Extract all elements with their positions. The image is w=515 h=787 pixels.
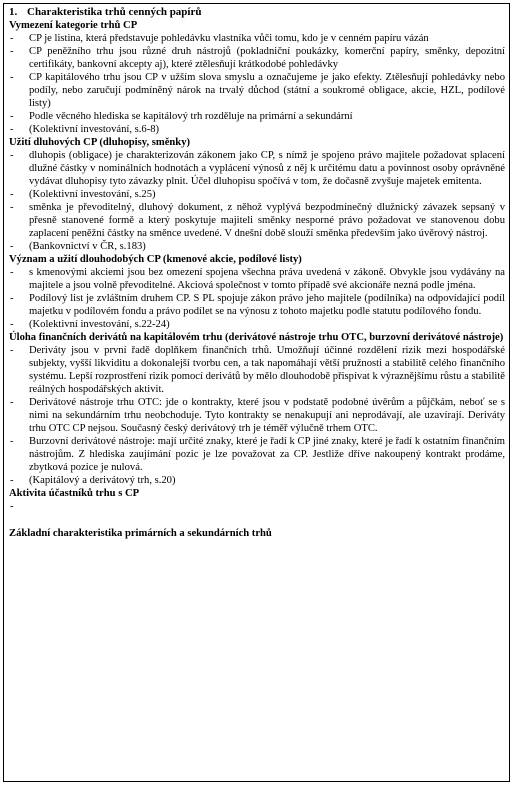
list-item (9, 201, 505, 240)
bullet-list (9, 344, 505, 487)
document-page (3, 3, 510, 782)
list-item (9, 123, 505, 136)
bullet-dash: - (10, 124, 14, 135)
blank-line (9, 513, 505, 527)
bullet-list (9, 500, 505, 513)
list-item (9, 188, 505, 201)
list-item (9, 344, 505, 396)
bullet-dash: - (10, 111, 14, 122)
list-item-text: Podílový list je zvláštním druhem CP. S PL spojuje zákon právo jeho majitele (podílníka) na odpovídající podíl majetku v podílovém fondu a právo podílet se na výnosu z tohoto majetku podle statutu podílového fondu. (29, 293, 505, 317)
bullet-dash: - (10, 319, 14, 330)
list-item (9, 149, 505, 188)
bullet-list (9, 32, 505, 136)
title-text: Charakteristika trhů cenných papírů (27, 6, 202, 18)
list-item-text: CP kapitálového trhu jsou CP v užším slova smyslu a označujeme je jako efekty. Ztělesňují pohledávky nebo podíly, nebo zaručují podmíněný nárok na trvalý důchod (státní a soukromé obligace, akcie, HZL, podílové listy) (29, 72, 505, 109)
list-item-text: CP peněžního trhu jsou různé druh nástrojů (pokladniční poukázky, komerční papíry, směnky, depozitní certifikáty, bankovní akcepty aj), které ztělesňují krátkodobé pohledávky (29, 46, 505, 70)
section-heading: Vymezení kategorie trhů CP (9, 20, 138, 31)
list-item-text: Burzovní derivátové nástroje: mají určité znaky, které je řadí k CP jiné znaky, které je řadí k ostatním finančním nástrojům. Z hlediska zaujímání pozic je lze považovat za CP. Jestliže dříve nakoupený kontrakt prodáme, zbytková pozice je nulová. (29, 436, 505, 473)
list-item (9, 32, 505, 45)
bullet-dash: - (10, 241, 14, 252)
list-item (9, 318, 505, 331)
list-item-text: (Kolektivní investování, s.22-24) (29, 319, 170, 330)
list-item (9, 266, 505, 292)
list-item (9, 240, 505, 253)
list-item (9, 435, 505, 474)
section-heading: Užití dluhových CP (dluhopisy, směnky) (9, 137, 191, 148)
list-item (9, 71, 505, 110)
list-item-text: CP je listina, která představuje pohledávku vlastníka vůči tomu, kdo je v cenném papíru vázán (29, 33, 429, 44)
bullet-dash: - (10, 33, 14, 44)
bullet-dash: - (10, 436, 14, 447)
bullet-list (9, 149, 505, 253)
list-item-text: směnka je převoditelný, dluhový dokument, z něhož vyplývá bezpodmínečný dlužnický závazek sepsaný v přesně stanovené formě a který poskytuje majiteli směnky nesporné právo požadovat ve stanovenou dobu zaplacení peněžní částky na směnce uvedené. V dnešní době slouží směnka především jako úvěrový nástroj. (29, 202, 505, 239)
list-item (9, 45, 505, 71)
bullet-dash: - (10, 150, 14, 161)
bullet-dash: - (10, 397, 14, 408)
list-item-text: (Kapitálový a derivátový trh, s.20) (29, 475, 176, 486)
list-item-text: s kmenovými akciemi jsou bez omezení spojena všechna práva uvedená v zákoně. Obvykle jsou vydávány na majitele a jsou volně převoditelné. Akciová společnost v tomto případě své akcionáře nezná podle jména. (29, 267, 505, 291)
list-item (9, 396, 505, 435)
bullet-dash: - (10, 202, 14, 213)
bullet-dash: - (10, 475, 14, 486)
bullet-dash: - (10, 46, 14, 57)
bullet-dash: - (10, 345, 14, 356)
bullet-dash: - (10, 501, 14, 512)
bullet-dash: - (10, 72, 14, 83)
document-title (9, 6, 505, 19)
list-item-text: (Kolektivní investování, s.25) (29, 189, 156, 200)
bullet-list (9, 266, 505, 331)
list-item-text: (Bankovnictví v ČR, s.183) (29, 241, 146, 252)
list-item-text: (Kolektivní investování, s.6-8) (29, 124, 160, 135)
section-heading: Význam a užití dlouhodobých CP (kmenové akcie, podílové listy) (9, 254, 302, 265)
title-number: 1. (9, 6, 18, 18)
bullet-dash: - (10, 293, 14, 304)
list-item-text: Deriváty jsou v první řadě doplňkem finančních trhů. Umožňují účinné rozdělení rizik mezi hospodářské subjekty, vyšší likviditu a dokonalejší tvorbu cen, a tak napomáhají větší pružnosti a stabilitě celého finančního systému. Lepší rozprostření rizik pomocí derivátů by mělo dlouhodobě přispívat k výraznějšímu růstu a stabilitě reálných hospodářských aktivit. (29, 345, 505, 395)
list-item (9, 110, 505, 123)
list-item-text: Derivátové nástroje trhu OTC: jde o kontrakty, které jsou v podstatě podobné úvěrům a půjčkám, neboť se s nimi na sekundárním trhu neobchoduje. Tyto kontrakty se nenakupují ani neprodávají, ale uzavírají. Deriváty trhu OTC CP nejsou. Současný český derivátový trh je téměř výlučně trhem OTC. (29, 397, 505, 434)
section-heading: Aktivita účastníků trhu s CP (9, 488, 140, 499)
bullet-dash: - (10, 267, 14, 278)
section-heading: Úloha finančních derivátů na kapitálovém trhu (derivátové nástroje trhu OTC, burzovní derivátové nástroje) (9, 332, 504, 343)
list-item (9, 292, 505, 318)
list-item (9, 474, 505, 487)
list-item (9, 500, 505, 513)
list-item-text: Podle věcného hlediska se kapitálový trh rozděluje na primární a sekundární (29, 111, 353, 122)
list-item-text: dluhopis (obligace) je charakterizován zákonem jako CP, s nímž je spojeno právo majitele požadovat splacení dlužné částky v nominálních hodnotách a vyplácení výnosů z něj k určitému datu a povinnost osoby oprávněné vydávat dluhopisy tyto závazky plnit. Účel dluhopisu spočívá v tom, že dočasně zvyšuje majetek emitenta. (29, 150, 505, 187)
bullet-dash: - (10, 189, 14, 200)
section-heading: Základní charakteristika primárních a sekundárních trhů (9, 528, 272, 539)
